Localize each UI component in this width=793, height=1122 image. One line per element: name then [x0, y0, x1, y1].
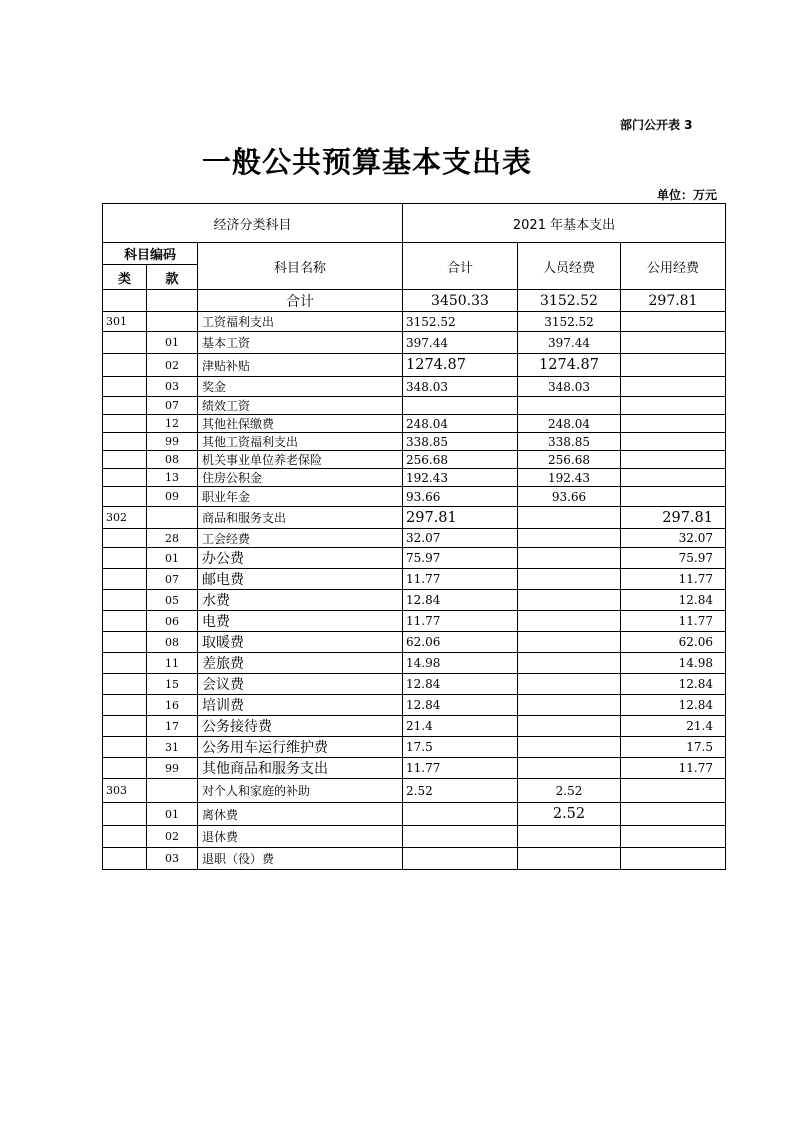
class-code-cell: [103, 433, 147, 451]
total-cell: 12.84: [403, 590, 518, 611]
table-row: [103, 415, 726, 433]
total-cell: 248.04: [403, 415, 518, 433]
personnel-cell: [518, 397, 621, 415]
public-cell: [621, 848, 726, 870]
personnel-cell: 93.66: [518, 487, 621, 507]
item-code-cell: 99: [147, 758, 198, 779]
header-class: 类: [103, 265, 147, 290]
item-code-cell: 07: [147, 397, 198, 415]
personnel-cell: 348.03: [518, 377, 621, 397]
class-code-cell: [103, 469, 147, 487]
item-code-cell: [147, 507, 198, 529]
subject-name-cell: 奖金: [198, 377, 403, 397]
public-cell: [621, 415, 726, 433]
table-row: [103, 674, 726, 695]
subject-name-cell: 公务接待费: [198, 716, 403, 737]
unit-label: 单位：万元: [656, 188, 717, 202]
class-code-cell: [103, 290, 147, 312]
public-cell: 297.81: [621, 507, 726, 529]
subject-name-cell: 其他商品和服务支出: [198, 758, 403, 779]
table-row: [103, 758, 726, 779]
personnel-cell: 1274.87: [518, 354, 621, 377]
total-cell: [403, 826, 518, 848]
item-code-cell: 01: [147, 803, 198, 826]
public-cell: [621, 779, 726, 803]
header-total: 合计: [403, 243, 518, 290]
class-code-cell: 303: [103, 779, 147, 803]
personnel-cell: [518, 716, 621, 737]
class-code-cell: 302: [103, 507, 147, 529]
table-row: [103, 290, 726, 312]
subject-name-cell: 工资福利支出: [198, 312, 403, 332]
public-cell: 32.07: [621, 529, 726, 548]
public-cell: 11.77: [621, 611, 726, 632]
total-cell: 297.81: [403, 507, 518, 529]
item-code-cell: 16: [147, 695, 198, 716]
class-code-cell: [103, 695, 147, 716]
header-public-expense: 公用经费: [621, 243, 726, 290]
item-code-cell: [147, 290, 198, 312]
table-row: [103, 779, 726, 803]
table-row: [103, 433, 726, 451]
table-row: [103, 548, 726, 569]
total-cell: 21.4: [403, 716, 518, 737]
subject-name-cell: 工会经费: [198, 529, 403, 548]
table-row: [103, 332, 726, 354]
item-code-cell: 05: [147, 590, 198, 611]
total-cell: 75.97: [403, 548, 518, 569]
public-cell: 17.5: [621, 737, 726, 758]
table-row: [103, 529, 726, 548]
table-row: [103, 377, 726, 397]
table-row: [103, 716, 726, 737]
table-row: [103, 590, 726, 611]
item-code-cell: 01: [147, 332, 198, 354]
table-row: [103, 826, 726, 848]
public-cell: [621, 469, 726, 487]
subject-name-cell: 取暖费: [198, 632, 403, 653]
personnel-cell: 3152.52: [518, 312, 621, 332]
total-cell: 3450.33: [403, 290, 518, 312]
total-cell: 14.98: [403, 653, 518, 674]
subject-name-cell: 办公费: [198, 548, 403, 569]
item-code-cell: 99: [147, 433, 198, 451]
personnel-cell: [518, 674, 621, 695]
total-cell: 17.5: [403, 737, 518, 758]
total-cell: 1274.87: [403, 354, 518, 377]
subject-name-cell: 津贴补贴: [198, 354, 403, 377]
personnel-cell: [518, 507, 621, 529]
public-cell: 21.4: [621, 716, 726, 737]
table-row: [103, 653, 726, 674]
table-row: [103, 469, 726, 487]
item-code-cell: 08: [147, 451, 198, 469]
total-cell: 11.77: [403, 569, 518, 590]
class-code-cell: [103, 826, 147, 848]
header-2021-basic-expenditure: 2021 年基本支出: [403, 204, 726, 243]
subject-name-cell: 公务用车运行维护费: [198, 737, 403, 758]
total-cell: 348.03: [403, 377, 518, 397]
table-row: [103, 632, 726, 653]
subject-name-cell: 退休费: [198, 826, 403, 848]
personnel-cell: [518, 653, 621, 674]
item-code-cell: 07: [147, 569, 198, 590]
public-cell: 11.77: [621, 758, 726, 779]
header-economic-category: 经济分类科目: [103, 204, 403, 243]
public-cell: 12.84: [621, 590, 726, 611]
table-row: [103, 737, 726, 758]
personnel-cell: [518, 590, 621, 611]
page-number-label: 部门公开表 3: [620, 118, 693, 132]
table-row: [103, 611, 726, 632]
class-code-cell: [103, 415, 147, 433]
personnel-cell: [518, 611, 621, 632]
item-code-cell: 13: [147, 469, 198, 487]
class-code-cell: [103, 332, 147, 354]
total-cell: 256.68: [403, 451, 518, 469]
subject-name-cell: 会议费: [198, 674, 403, 695]
item-code-cell: 09: [147, 487, 198, 507]
subject-name-cell: 邮电费: [198, 569, 403, 590]
table-row: [103, 507, 726, 529]
class-code-cell: [103, 590, 147, 611]
public-cell: 62.06: [621, 632, 726, 653]
table-row: [103, 569, 726, 590]
total-cell: 12.84: [403, 695, 518, 716]
total-cell: [403, 397, 518, 415]
class-code-cell: [103, 548, 147, 569]
personnel-cell: [518, 695, 621, 716]
total-cell: 62.06: [403, 632, 518, 653]
subject-name-cell: 其他社保缴费: [198, 415, 403, 433]
personnel-cell: [518, 529, 621, 548]
item-code-cell: 02: [147, 826, 198, 848]
subject-name-cell: 住房公积金: [198, 469, 403, 487]
item-code-cell: 06: [147, 611, 198, 632]
personnel-cell: [518, 632, 621, 653]
class-code-cell: [103, 569, 147, 590]
header-personnel-expense: 人员经费: [518, 243, 621, 290]
personnel-cell: [518, 826, 621, 848]
subject-name-cell: 退职（役）费: [198, 848, 403, 870]
subject-name-cell: 商品和服务支出: [198, 507, 403, 529]
personnel-cell: 2.52: [518, 779, 621, 803]
item-code-cell: 08: [147, 632, 198, 653]
subject-name-cell: 离休费: [198, 803, 403, 826]
subject-name-cell: 水费: [198, 590, 403, 611]
subject-name-cell: 对个人和家庭的补助: [198, 779, 403, 803]
total-cell: 11.77: [403, 611, 518, 632]
public-cell: 12.84: [621, 674, 726, 695]
class-code-cell: [103, 716, 147, 737]
public-cell: [621, 803, 726, 826]
public-cell: [621, 377, 726, 397]
total-cell: 32.07: [403, 529, 518, 548]
public-cell: 75.97: [621, 548, 726, 569]
class-code-cell: [103, 803, 147, 826]
public-cell: [621, 433, 726, 451]
item-code-cell: 01: [147, 548, 198, 569]
table-row: [103, 487, 726, 507]
public-cell: 11.77: [621, 569, 726, 590]
public-cell: [621, 312, 726, 332]
table-row: [103, 803, 726, 826]
public-cell: [621, 451, 726, 469]
item-code-cell: 31: [147, 737, 198, 758]
personnel-cell: 2.52: [518, 803, 621, 826]
budget-table: [102, 203, 726, 870]
public-cell: 12.84: [621, 695, 726, 716]
public-cell: [621, 397, 726, 415]
table-row: [103, 695, 726, 716]
personnel-cell: [518, 569, 621, 590]
item-code-cell: 03: [147, 848, 198, 870]
public-cell: [621, 332, 726, 354]
class-code-cell: [103, 848, 147, 870]
item-code-cell: [147, 779, 198, 803]
total-cell: 338.85: [403, 433, 518, 451]
personnel-cell: 397.44: [518, 332, 621, 354]
header-subject-name: 科目名称: [198, 243, 403, 290]
public-cell: [621, 354, 726, 377]
public-cell: [621, 487, 726, 507]
class-code-cell: [103, 737, 147, 758]
class-code-cell: [103, 354, 147, 377]
subject-name-cell: 职业年金: [198, 487, 403, 507]
personnel-cell: 3152.52: [518, 290, 621, 312]
item-code-cell: 02: [147, 354, 198, 377]
page-title: 一般公共预算基本支出表: [202, 145, 533, 179]
class-code-cell: 301: [103, 312, 147, 332]
item-code-cell: 12: [147, 415, 198, 433]
public-cell: [621, 826, 726, 848]
table-row: [103, 451, 726, 469]
total-cell: 2.52: [403, 779, 518, 803]
total-cell: [403, 803, 518, 826]
table-row: [103, 848, 726, 870]
class-code-cell: [103, 487, 147, 507]
personnel-cell: [518, 848, 621, 870]
subject-name-cell: 机关事业单位养老保险: [198, 451, 403, 469]
total-cell: 3152.52: [403, 312, 518, 332]
header-item: 款: [147, 265, 198, 290]
personnel-cell: 338.85: [518, 433, 621, 451]
class-code-cell: [103, 529, 147, 548]
subject-name-cell: 其他工资福利支出: [198, 433, 403, 451]
table-row: [103, 312, 726, 332]
class-code-cell: [103, 632, 147, 653]
personnel-cell: [518, 548, 621, 569]
total-cell: 12.84: [403, 674, 518, 695]
header-subject-code: 科目编码: [103, 243, 198, 265]
public-cell: 14.98: [621, 653, 726, 674]
class-code-cell: [103, 674, 147, 695]
class-code-cell: [103, 377, 147, 397]
public-cell: 297.81: [621, 290, 726, 312]
class-code-cell: [103, 611, 147, 632]
personnel-cell: [518, 737, 621, 758]
personnel-cell: 192.43: [518, 469, 621, 487]
total-cell: 11.77: [403, 758, 518, 779]
table-row: [103, 354, 726, 377]
class-code-cell: [103, 451, 147, 469]
subject-name-cell: 差旅费: [198, 653, 403, 674]
total-cell: 397.44: [403, 332, 518, 354]
total-cell: [403, 848, 518, 870]
subject-name-cell: 培训费: [198, 695, 403, 716]
item-code-cell: 15: [147, 674, 198, 695]
item-code-cell: 11: [147, 653, 198, 674]
subject-name-cell: 电费: [198, 611, 403, 632]
class-code-cell: [103, 758, 147, 779]
total-cell: 192.43: [403, 469, 518, 487]
table-row: [103, 397, 726, 415]
total-cell: 93.66: [403, 487, 518, 507]
subject-name-cell: 合计: [198, 290, 403, 312]
class-code-cell: [103, 397, 147, 415]
personnel-cell: [518, 758, 621, 779]
item-code-cell: 28: [147, 529, 198, 548]
personnel-cell: 248.04: [518, 415, 621, 433]
item-code-cell: [147, 312, 198, 332]
subject-name-cell: 基本工资: [198, 332, 403, 354]
item-code-cell: 03: [147, 377, 198, 397]
class-code-cell: [103, 653, 147, 674]
personnel-cell: 256.68: [518, 451, 621, 469]
item-code-cell: 17: [147, 716, 198, 737]
subject-name-cell: 绩效工资: [198, 397, 403, 415]
